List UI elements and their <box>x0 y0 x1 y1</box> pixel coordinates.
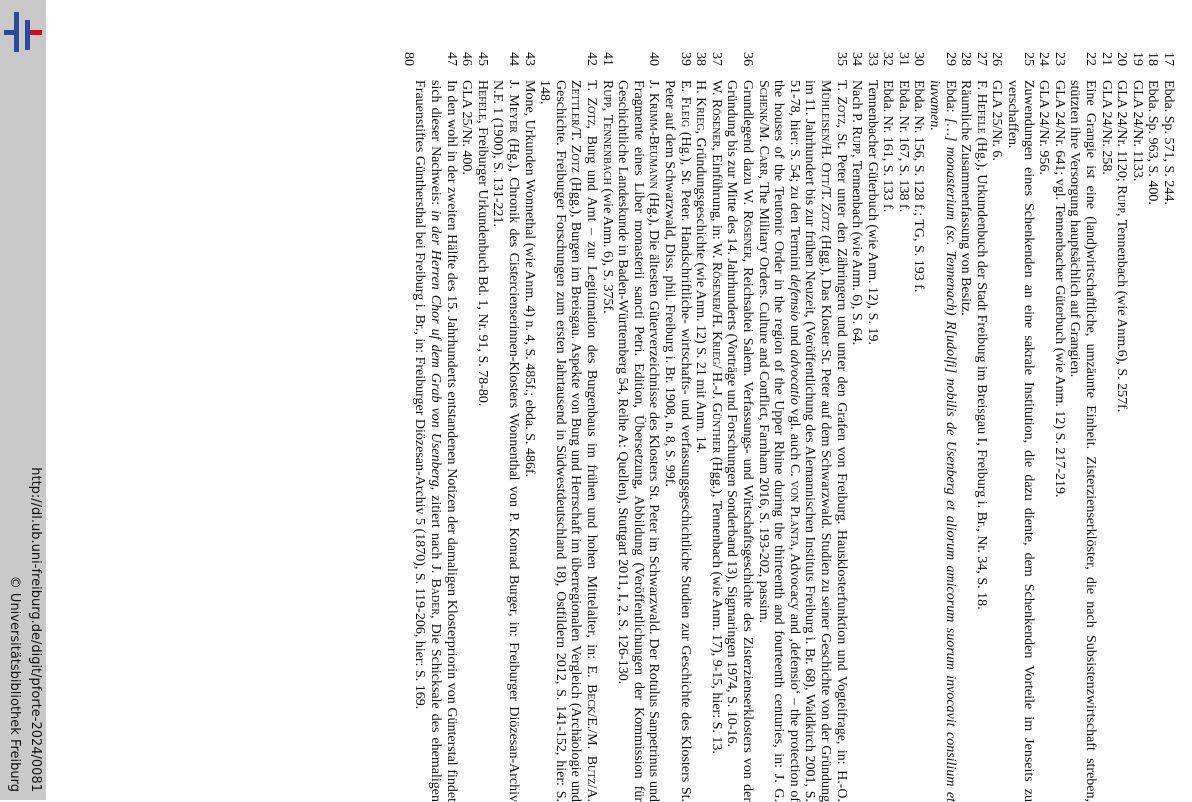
endnote-text-segment: , Reichsabtei Salem. Verfassungs- und Wirtschaftsgeschichte des Zisterzienserklosters von der Gründung bis zur Mitte des 14. Jahrhunderts (Vorträge und Forschungen Sonderband 13), Sigmaringen 1974, S. 10-16. <box>724 80 755 802</box>
endnote-item <box>864 52 880 802</box>
endnote-text-segment: Tennenbach <box>599 114 615 185</box>
endnote-text-segment: Rupp <box>1114 185 1130 213</box>
endnote-number: 42 <box>584 52 600 66</box>
endnote-text-segment: (Hgg.), Burgen im Breisgau. Aspekte von Burg und Herrschaft im überregionalen Vergleich (Archäologie und Geschichte. Freiburger Forschungen zum ersten Jahrtausend in Südwestdeutschland 18), Ostfildern 2012, S. 141-152, hier: S. 148. <box>537 80 584 802</box>
endnote-text-segment: defensio <box>786 274 802 322</box>
endnote-text <box>1098 80 1114 802</box>
endnote-text-segment: , Gründungsgeschichte (wie Anm. 12) S. 21 mit Anm. 14. <box>693 130 709 454</box>
endnote-text <box>911 80 927 802</box>
endnote-text-segment: , St. Peter unter den Zähringern und unter den Grafen von Freiburg. Hausklosterfunktion und Vogteifrage, in: H.-O. <box>833 124 849 802</box>
endnote-text-segment: Rupp <box>599 80 615 108</box>
endnote-text-segment: Mone, Urkunden Wonnethal (wie Anm. 4) n. 4, S. 485f.; ebda. S. 486f. <box>521 80 537 478</box>
endnote-text-segment: Grundlegend dazu W. <box>739 80 755 211</box>
endnote-text <box>1004 80 1035 802</box>
endnote-number: 17 <box>1161 52 1176 66</box>
endnote-number: 44 <box>506 52 522 66</box>
endnote-text-segment: , Tennenbach (wie Anm.6), S. 257f. <box>1114 212 1130 413</box>
endnote-text-segment: Ebda. Nr. 161, S. 133 f. <box>880 80 896 213</box>
endnote-text <box>1145 80 1161 802</box>
endnote-item <box>849 52 865 802</box>
endnote-number: 18 <box>1145 52 1161 66</box>
endnote-text-segment: GLA 25/Nr. 6. <box>989 80 1005 161</box>
endnote-item <box>1004 52 1035 802</box>
endnote-text-segment: GLA 24/Nr. 1133. <box>1129 80 1145 182</box>
endnote-text <box>1051 80 1067 802</box>
endnote-text <box>1067 80 1098 802</box>
document-url[interactable]: http://dl.ub.uni-freiburg.de/digit/pforte-2024/0081 <box>28 467 43 792</box>
endnote-text-segment: Zettler <box>568 80 584 126</box>
endnote-text-segment: J. <box>646 80 662 93</box>
endnote-text-segment: H. <box>693 80 709 98</box>
endnote-text-segment: , <box>599 107 615 115</box>
endnote-item <box>615 52 662 802</box>
endnote-number: 27 <box>973 52 989 66</box>
endnote-text-segment: von Planta <box>786 480 802 547</box>
endnote-number: 20 <box>1114 52 1130 66</box>
endnote-number: 31 <box>895 52 911 66</box>
endnote-text-segment: /H. <box>817 141 833 163</box>
endnote-text-segment: , The Military Orders. Culture and Conflict, Farnham 2016, S. 193-202, passim. <box>755 175 771 624</box>
endnote-number: 29 <box>942 52 958 66</box>
endnote-text-segment: /M. <box>755 122 771 146</box>
endnote-item <box>958 52 974 802</box>
endnote-text-segment: Räumliche Zusammenfassung von Besitz. <box>958 80 974 316</box>
endnote-item <box>693 52 709 802</box>
viewer-sidebar <box>0 0 46 800</box>
endnote-item <box>1114 52 1130 802</box>
endnote-item <box>474 52 490 802</box>
endnote-text-segment: Ebda. Nr. 156, S. 128 f.; TG, S. 193 f. <box>911 80 927 293</box>
endnote-text-segment: GLA 24/Nr. 956. <box>1036 80 1052 175</box>
sidebar-text-strip <box>0 0 46 800</box>
endnote-text-segment: Zuwendungen eines Schenkenden an eine sakrale Institution, die dazu diente, dem Schenkenden Vorteile im Jenseits zu verschaffen. <box>1005 80 1036 802</box>
endnote-number: 45 <box>474 52 490 66</box>
endnote-number: 39 <box>677 52 693 66</box>
endnote-text-segment: Hefele <box>474 80 490 121</box>
endnote-text-segment: / H.-J. <box>708 364 724 403</box>
endnote-text-segment: Rupp <box>849 126 865 154</box>
endnote-text-segment: Zotz <box>568 144 584 173</box>
endnote-text-segment: Zotz <box>584 97 600 126</box>
endnote-text-segment: Mühleisen <box>817 80 833 142</box>
endnote-text-segment: Zotz <box>833 96 849 125</box>
endnote-text-segment: Ebda. Sp. 571, S. 244. <box>1161 80 1176 205</box>
endnote-item <box>490 52 521 802</box>
endnote-text-segment: vgl. auch C. <box>786 404 802 481</box>
endnote-text-segment: (Hgg.), Das Kloster St. Peter auf dem Schwarzwald. Studien zu seiner Geschichte von der Gründung im 11. Jahrhundert bis zur frühen Neuzeit, (Veröffentlichung des Alemannischen Instituts Freiburg i. Br. 68), Waldkirch 2001, S. 51-78, hier: S. 54; zu den Termini <box>786 80 833 802</box>
endnote-item <box>412 52 459 802</box>
endnote-text-segment: (Hg.), St. Peter. Handschriftliche- wirtschafts- und verfassungsgeschichtliche Studien zur Geschichte des Klosters St. Peter auf dem Schwarzwald, Diss. phil. Freiburg i. Br. 1908, n. 8, S. 99f. <box>662 80 693 802</box>
endnote-item <box>1098 52 1114 802</box>
endnote-text-segment: Ebda. Nr. 167, S. 138 f. <box>895 80 911 213</box>
endnote-text <box>615 80 662 802</box>
endnote-text <box>724 80 755 802</box>
endnote-item <box>599 52 615 802</box>
endnote-item <box>1129 52 1145 802</box>
endnote-number: 36 <box>739 52 755 66</box>
endnote-item <box>1160 52 1176 802</box>
endnote-number: 40 <box>646 52 662 66</box>
endnote-number: 26 <box>989 52 1005 66</box>
endnote-text-segment: Krieg <box>693 97 709 131</box>
endnote-text-segment: , Burg und Amt – zur Legitimation des Burgenbaus im frühen und hohen Mittelalter, in: E. <box>584 125 600 685</box>
endnote-text <box>989 80 1005 802</box>
page-number: 80 <box>401 52 416 66</box>
endnote-text-segment: Rösener <box>739 210 755 259</box>
endnote-item <box>724 52 755 802</box>
endnote-text <box>880 80 896 802</box>
endnote-text <box>412 80 459 802</box>
endnote-text <box>708 80 724 802</box>
endnote-number: 21 <box>1098 52 1114 66</box>
endnote-text-segment: Krimm-Beumann <box>646 92 662 189</box>
endnote-text-segment: Hefele <box>973 93 989 134</box>
endnote-item <box>521 52 537 802</box>
endnote-text-segment: Ott <box>817 162 833 185</box>
endnote-text-segment: T. <box>584 80 600 98</box>
endnote-text-segment: , Einführung, in: W. <box>708 147 724 262</box>
endnote-text-segment: Nach P. <box>849 80 865 127</box>
endnote-text-segment: in der Herren Chor uf dem Grab von Usenberg, <box>428 210 444 491</box>
endnote-number: 24 <box>1036 52 1052 66</box>
endnote-text-segment: E. <box>677 80 693 97</box>
endnote-number: 35 <box>833 52 849 66</box>
endnote-number: 19 <box>1129 52 1145 66</box>
endnote-number: 33 <box>864 52 880 66</box>
endnote-number: 22 <box>1083 52 1099 66</box>
endnote-number: 32 <box>880 52 896 66</box>
endnote-text-segment: Rösener <box>708 261 724 311</box>
endnote-item <box>1145 52 1161 802</box>
endnote-text-segment: Butz <box>584 755 600 785</box>
endnote-text-segment: GLA 24/Nr. 641; vgl. Tennenbacher Güterbuch (wie Anm. 12) S. 217-219. <box>1051 80 1067 498</box>
endnote-text-segment: Ebda: <box>942 80 958 119</box>
endnote-item <box>537 52 599 802</box>
endnote-number: 46 <box>459 52 475 66</box>
endnote-text-segment: Eine Grangie ist eine (land)wirtschaftliche, umzäunte Einheit. Zisterzienserklöster, die nach Subsistenzwirtschaft streben, stützten ihre Versorgung hauptsächlich auf Grangien. <box>1067 80 1099 802</box>
endnote-text-segment: zitiert nach J. <box>428 490 444 579</box>
endnote-number: 25 <box>1020 52 1036 66</box>
endnote-text <box>849 80 865 802</box>
endnote-number: 47 <box>443 52 459 66</box>
endnote-text-segment: Tennenbacher Güterbuch (wie Anm. 12), S. 19. <box>864 80 880 345</box>
endnote-item <box>895 52 911 802</box>
endnote-text-segment: advocatio <box>786 349 802 405</box>
endnote-item <box>459 52 475 802</box>
endnote-text <box>1160 80 1176 802</box>
endnote-text-segment: Carr <box>755 145 771 176</box>
endnote-text-segment: F. <box>973 80 989 94</box>
endnote-item <box>755 52 849 802</box>
endnotes-list <box>412 52 1176 802</box>
endnote-text <box>895 80 911 802</box>
endnote-text-segment: (Hg.), Chronik des Cistercienserinnen-Klosters Wonnenthal von P. Konrad Burger, in: Freiburger Diözesan-Archiv N.F. 1 (1900), S. 131-221. <box>490 80 522 802</box>
endnote-number: 30 <box>911 52 927 66</box>
endnote-text-segment: , Die Schicksale des ehemaligen Frauenstiftes Günthersthal bei Freiburg i. Br., in: Freiburger Diözesan-Archiv 5 (1870), S. 119-206, hier: S. 169. <box>412 80 444 802</box>
endnote-text-segment: (wie Anm. 6), S. 375f. <box>599 184 615 314</box>
endnote-text-segment: /T. <box>568 125 584 145</box>
endnote-text <box>958 80 974 802</box>
endnote-text-segment: […] monasterium (sc. Tennenach) R[udolfi] nobilis de Usenberg et aliorum amicorum suorum invocavit consilium et iuvamen. <box>927 80 958 802</box>
endnote-item <box>661 52 692 802</box>
endnote-item <box>1036 52 1052 802</box>
endnote-number: 28 <box>958 52 974 66</box>
endnote-text-segment: , Advocacy and ‚defensio‘ – the protection of the houses of the Teutonic Order in the region of the Upper Rhine during the thirteenth and fourteenth centuries, in: J. G. <box>771 80 802 802</box>
endnote-text-segment: (Hgg.), Tennenbach (wie Anm. 17), 9-15, hier: S. 13. <box>708 453 724 754</box>
endnote-number: 23 <box>1051 52 1067 66</box>
endnote-text <box>864 80 880 802</box>
endnote-item <box>989 52 1005 802</box>
endnote-number: 34 <box>849 52 865 66</box>
endnote-text-segment: Schenk <box>755 80 771 123</box>
endnote-text-segment: , Freiburger Urkundenbuch Bd. 1, Nr. 91, S. 78-80. <box>474 120 490 407</box>
endnote-text-segment: W. <box>708 80 724 99</box>
endnote-text <box>693 80 709 802</box>
endnote-text-segment: /A. <box>584 784 600 802</box>
endnote-text <box>490 80 521 802</box>
endnote-text-segment: Fleig <box>677 96 693 128</box>
endnote-text-segment: Meyer <box>506 94 522 133</box>
endnote-text-segment: Zotz <box>817 203 833 232</box>
endnote-item <box>1051 52 1067 802</box>
endnote-text-segment: T. <box>833 80 849 97</box>
endnote-item <box>973 52 989 802</box>
endnote-text <box>537 80 599 802</box>
endnote-text <box>1129 80 1145 802</box>
endnote-text <box>459 80 475 802</box>
endnote-text <box>1114 80 1130 802</box>
endnote-text-segment: Bader <box>428 578 444 616</box>
endnote-item <box>880 52 896 802</box>
endnote-text <box>599 80 615 802</box>
endnote-text-segment: GLA 24/Nr. 258. <box>1098 80 1114 175</box>
endnote-item <box>1067 52 1098 802</box>
endnote-text-segment: /E./M. <box>584 713 600 756</box>
endnote-text-segment: Rösener <box>708 98 724 148</box>
rotated-document-page <box>74 0 1192 800</box>
endnote-text-segment: GLA 24/Nr. 1120; <box>1114 80 1130 186</box>
endnote-item <box>927 52 958 802</box>
endnote-number: 43 <box>521 52 537 66</box>
endnote-text <box>1036 80 1052 802</box>
endnote-text-segment: Beck <box>584 684 600 714</box>
endnote-text <box>521 80 537 802</box>
endnote-item <box>911 52 927 802</box>
endnote-text-segment: /T. <box>817 184 833 204</box>
endnote-text-segment: Günther <box>708 402 724 454</box>
endnote-text <box>755 80 849 802</box>
endnote-text-segment: und <box>786 321 802 350</box>
endnote-text <box>927 80 958 802</box>
endnote-item <box>708 52 724 802</box>
endnote-text-segment: J. <box>506 80 522 95</box>
endnote-number: 37 <box>708 52 724 66</box>
endnote-text-segment: In den wohl in der zweiten Hälfte des 15. Jahrhunderts entstandenen Notizen der damaligen Klosterpriorin von Günterstal findet sich dieser Nachweis: <box>428 80 459 802</box>
endnote-number: 38 <box>693 52 709 66</box>
endnote-text <box>474 80 490 802</box>
endnote-text-segment: Ebda. Sp. 963, S. 400. <box>1145 80 1161 205</box>
endnote-text <box>661 80 692 802</box>
endnote-number: 41 <box>599 52 615 66</box>
endnote-text <box>973 80 989 802</box>
endnote-text-segment: Krieg <box>708 331 724 365</box>
endnote-text-segment: GLA 25/Nr. 400. <box>459 80 475 175</box>
endnote-text-segment: /H. <box>708 310 724 332</box>
copyright-notice: © Universitätsbibliothek Freiburg <box>7 575 22 792</box>
endnote-text-segment: (Hg.), Urkundenbuch der Stadt Freiburg im Breisgau I, Freiburg i. Br., Nr. 34, S. 18. <box>973 133 989 610</box>
page-right-edge <box>1184 0 1192 800</box>
endnote-text-segment: (Hg.), Die ältesten Güterverzeichnisse des Klosters St. Peter im Schwarzwald. Der Rotulus Sanpetrinus und Fragmente eines Liber monasterii sancti Petri. Edition, Übersetzung, Abbildung (Veröffentlichungen der Kommission für Geschichtliche Landeskunde in Baden-Württemberg 54, Reihe A: Quellen), Stuttgart 2011, I, 2, S. 126-130. <box>615 80 662 802</box>
endnote-text-segment: , Tennenbach (wie Anm. 6), S. 64. <box>849 153 865 346</box>
